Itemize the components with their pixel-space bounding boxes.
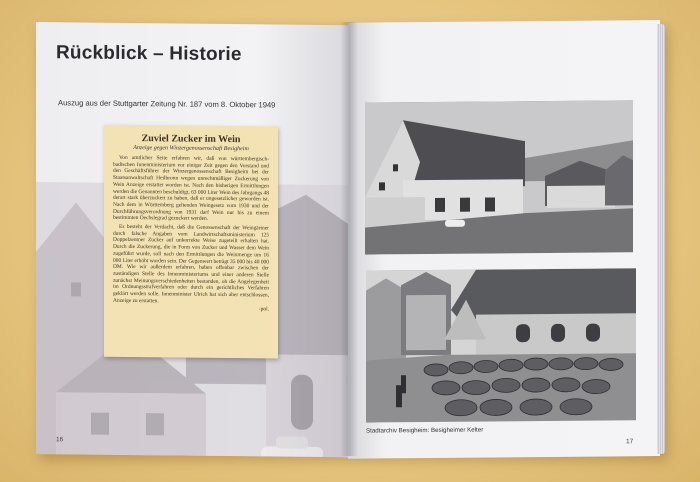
clipping-signature: -pol. xyxy=(258,306,269,313)
clipping-body xyxy=(113,155,269,306)
page-title: Rückblick – Historie xyxy=(56,42,242,66)
left-page xyxy=(36,22,350,457)
page-number-right: 17 xyxy=(626,438,634,446)
clipping-headline: Zuviel Zucker im Wein xyxy=(141,133,241,146)
photo-caption: Stadtarchiv Besigheim: Besigheimer Kelter xyxy=(366,426,484,435)
clipping-paragraph: Von amtlicher Seite erfahren wir, daß von württembergisch-badischen Innenministerium vor einiger Zeit gegen den Vorstand und den Geschäftsführer der Winzergenossenschaft Besigheim bei der Staatsanwaltschaft Heilbronn wegen unrechtmäßiger Zuckerung von Wein Anzeige erstattet worden ist. Nach den bisherigen Ermittlungen werden die Genannten beschuldigt, 63 000 Liter Wein des Jahrgangs 48 derart stark überzuckert zu haben, daß er ungesetzlicher geworden ist. Nach dem in Württemberg geltenden Weingesetz vom 1930 und der Durchführungsverordnung von 1931 darf Wein nur bis zu einem bestimmten Oechslegrad gezuckert werden. xyxy=(113,154,269,223)
newspaper-clipping xyxy=(104,125,278,359)
page-number-left: 16 xyxy=(56,436,64,444)
kelter-photo-exterior xyxy=(365,100,633,254)
clipping-paragraph: Es besteht der Verdacht, daß die Genossenschaft der Weingärtner durch falsche Angaben vom Landwirtschaftsministerium 125 Doppelzentner Zucker auf unkorrekte Weise zugeteilt erhalten hat. Durch die Zuckerung, die in Form von Zucker und Wasser dem Wein zugeführt wurde, soll nach den Ermittlungen die Weinmenge um 16 000 Liter erhöht worden sein. Der Gegenwert beträgt 35 000 bis 40 000 DM. Wie wir außerdem erfahren, haben offenbar zwischen der zuständigen Stelle des Innenministeriums und einer anderen Stelle zunächst Meinungsverschiedenheiten bestanden, ob die Angelegenheit im Ordnungsstrafverfahren oder durch ein gerichtliches Verfahren geklärt werden solle. Innenminister Ulrich hat sich aber entschlossen, Anzeige zu erstatten. xyxy=(113,223,269,305)
book-gutter xyxy=(340,22,358,456)
right-page xyxy=(348,20,660,459)
clipping-subheadline: Anzeige gegen Winzergenossenschaft Besigheim xyxy=(133,145,249,153)
kelter-photo-barrels xyxy=(366,268,636,422)
clipping-source: Auszug aus der Stuttgarter Zeitung Nr. 187 vom 8. Oktober 1949 xyxy=(58,98,276,110)
page-edges xyxy=(657,24,665,454)
